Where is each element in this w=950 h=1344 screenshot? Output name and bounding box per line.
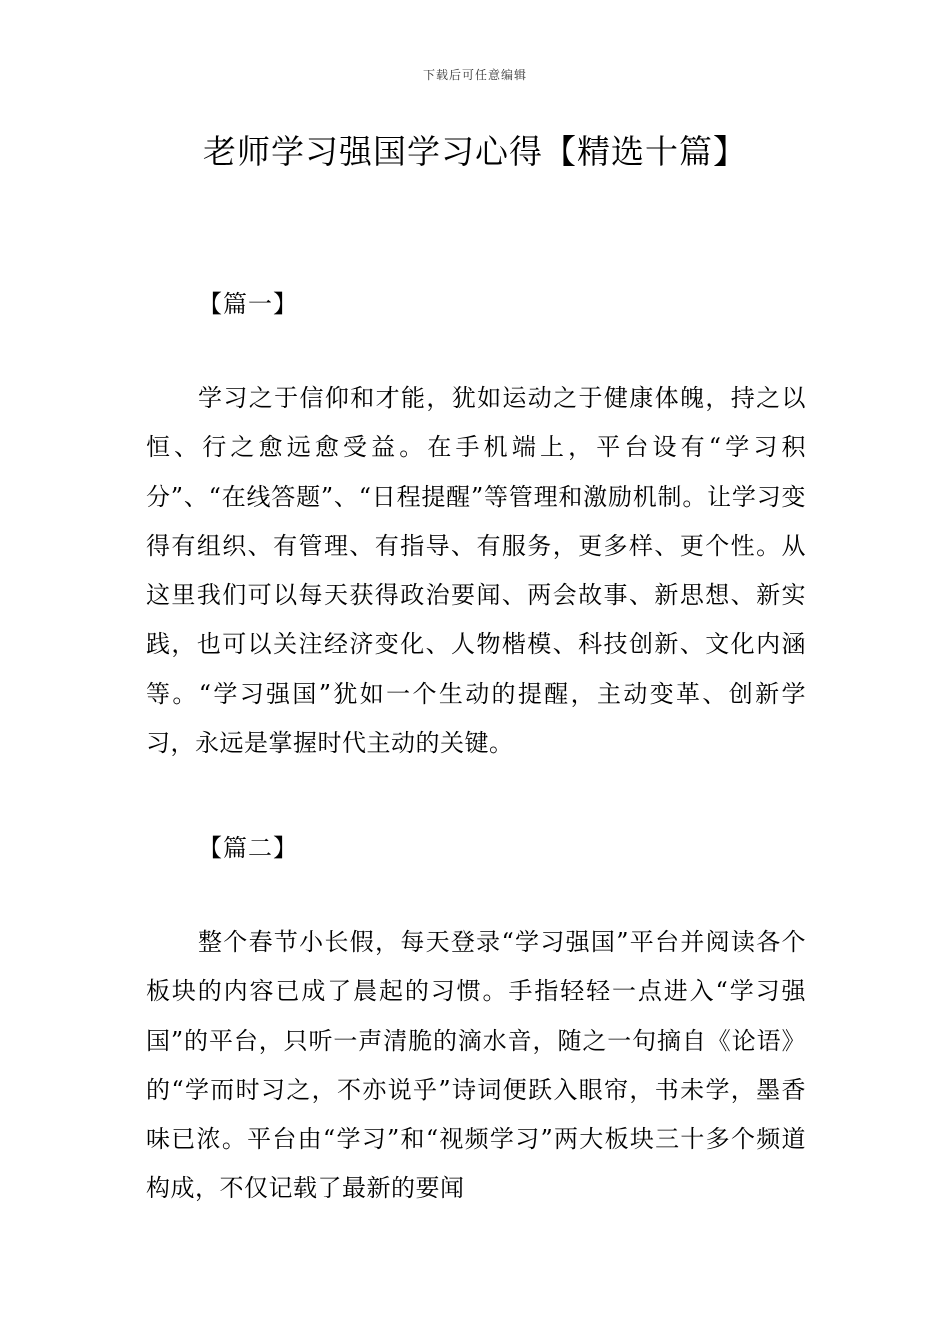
section-paragraph-2: 整个春节小长假，每天登录“学习强国”平台并阅读各个板块的内容已成了晨起的习惯。手指轻轻一点进入“学习强国”的平台，只听一声清脆的滴水音，随之一句摘自《论语》的“学而时习之，不亦说乎”诗词便跃入眼帘，书未学，墨香味已浓。平台由“学习”和“视频学习”两大板块三十多个频道构成，不仅记载了最新的要闻: [146, 928, 806, 1203]
header-note: 下载后可任意编辑: [422, 68, 527, 82]
section-heading-1: 【篇一】: [198, 290, 298, 318]
section-paragraph-1: 学习之于信仰和才能，犹如运动之于健康体魄，持之以恒、行之愈远愈受益。在手机端上，平台设有“学习积分”、“在线答题”、“日程提醒”等管理和激励机制。让学习变得有组织、有管理、有指导、有服务，更多样、更个性。从这里我们可以每天获得政治要闻、两会故事、新思想、新实践，也可以关注经济变化、人物楷模、科技创新、文化内涵等。“学习强国”犹如一个生动的提醒，主动变革、创新学习，永远是掌握时代主动的关键。: [146, 384, 806, 758]
section-heading-2: 【篇二】: [198, 834, 298, 862]
document-title: 老师学习强国学习心得【精选十篇】: [203, 132, 747, 171]
